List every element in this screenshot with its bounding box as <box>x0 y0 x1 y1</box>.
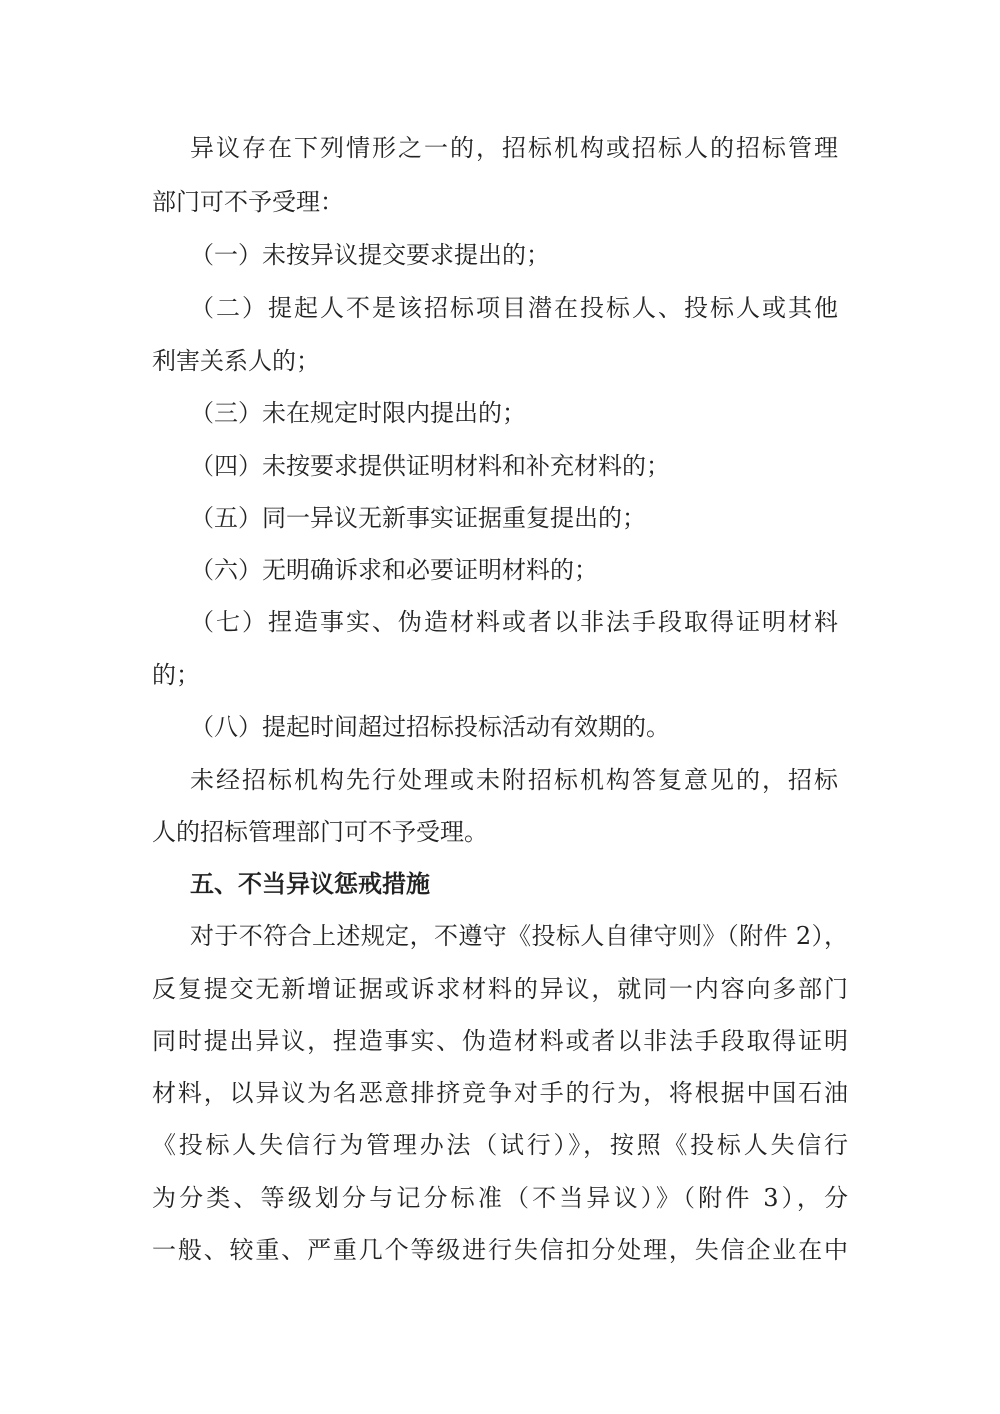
list-item-8: （八）提起时间超过招标投标活动有效期的。 <box>190 713 670 741</box>
section-heading: 五、不当异议惩戒措施 <box>190 870 430 898</box>
list-item-2-continued: 利害关系人的； <box>152 347 320 375</box>
list-item-7-continued: 的； <box>152 661 200 689</box>
paragraph-line: 部门可不予受理： <box>152 188 344 216</box>
list-item-3: （三）未在规定时限内提出的； <box>190 399 526 427</box>
paragraph-line: 一般、较重、严重几个等级进行失信扣分处理，失信企业在中 <box>152 1236 848 1264</box>
paragraph-line: 未经招标机构先行处理或未附招标机构答复意见的，招标 <box>190 766 838 794</box>
list-item-4: （四）未按要求提供证明材料和补充材料的； <box>190 452 670 480</box>
list-item-7: （七）捏造事实、伪造材料或者以非法手段取得证明材料 <box>190 608 838 636</box>
paragraph-line: 材料，以异议为名恶意排挤竞争对手的行为，将根据中国石油 <box>152 1079 848 1107</box>
list-item-2: （二）提起人不是该招标项目潜在投标人、投标人或其他 <box>190 294 838 322</box>
paragraph-line: 同时提出异议，捏造事实、伪造材料或者以非法手段取得证明 <box>152 1027 848 1055</box>
list-item-6: （六）无明确诉求和必要证明材料的； <box>190 556 598 584</box>
paragraph-line: 人的招标管理部门可不予受理。 <box>152 818 488 846</box>
list-item-5: （五）同一异议无新事实证据重复提出的； <box>190 504 646 532</box>
paragraph-line: 异议存在下列情形之一的，招标机构或招标人的招标管理 <box>190 134 838 162</box>
list-item-1: （一）未按异议提交要求提出的； <box>190 241 550 269</box>
paragraph-line: 对于不符合上述规定，不遵守《投标人自律守则》（附件 2）， <box>190 922 848 950</box>
paragraph-line: 《投标人失信行为管理办法（试行）》，按照《投标人失信行 <box>152 1131 848 1159</box>
paragraph-line: 为分类、等级划分与记分标准（不当异议）》（附件 3），分 <box>152 1184 848 1212</box>
paragraph-line: 反复提交无新增证据或诉求材料的异议，就同一内容向多部门 <box>152 975 848 1003</box>
